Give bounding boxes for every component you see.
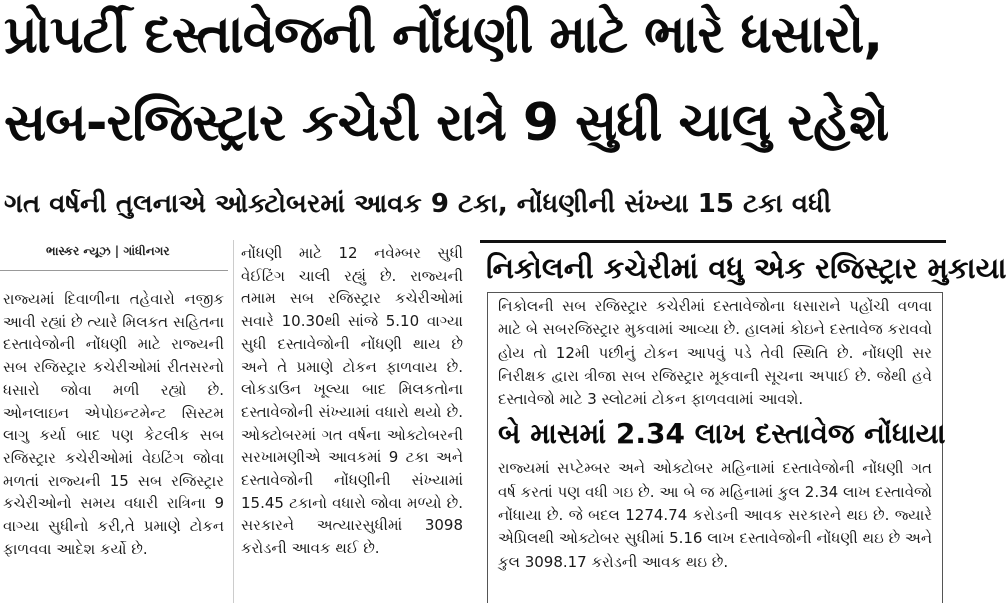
sidebar-paragraph-1: નિકોલની સબ રજિસ્ટ્રાર કચેરીમાં દસ્તાવેજોના ધસારાને પહોંચી વળવા માટે બે સબરજિસ્ટ્રાર મુકવામાં આવ્યા છે. હાલમાં કોઇને દસ્તાવેજ કરાવવો હોય તો 12મી પછીનું ટોકન આપવું પડે તેવી સ્થિતિ છે. નોંધણી સર નિરીક્ષક દ્વારા ત્રીજા સબ રજિસ્ટ્રાર મૂકવાની સૂચના અપાઈ છે. જેથી હવે દસ્તાવેજો માટે 3 સ્લોટમાં ટોકન ફાળવવામાં આવશે. <box>498 297 932 409</box>
sidebar-title: નિકોલની કચેરીમાં વધુ એક રજિસ્ટ્રાર મુકાયા <box>486 251 1007 285</box>
sidebar-subtitle: બે માસમાં 2.34 લાખ દસ્તાવેજ નોંધાયા <box>498 417 946 451</box>
headline-line-1: પ્રોપર્ટી દસ્તાવેજની નોંધણી માટે ભારે ધસારો, <box>4 5 883 65</box>
article-column-2: નોંધણી માટે 12 નવેમ્બર સુધી વેઈટિંગ ચાલી રહ્યું છે. રાજ્યની તમામ સબ રજિસ્ટ્રાર કચેરીઓમાં સવારે 10.30થી સાંજે 5.10 વાગ્યા સુધી દસ્તાવેજોની નોંધણી થાય છે અને તે પ્રમાણે ટોકન ફાળવાય છે. લોકડાઉન ખૂલ્યા બાદ મિલકતોના દસ્તાવેજોની સંખ્યામાં વધારો થયો છે. ઓક્ટોબરમાં ગત વર્ષના ઓક્ટોબરની સરખામણીએ આવકમાં 9 ટકા અને દસ્તાવેજોની નોંધણીની સંખ્યામાં 15.45 ટકાનો વધારો જોવા મળ્યો છે. સરકારને અત્યારસુધીમાં 3098 કરોડની આવક થઈ છે. <box>241 244 463 558</box>
column-divider <box>233 240 234 603</box>
sidebar-paragraph-2: રાજ્યમાં સપ્ટેમ્બર અને ઓક્ટોબર મહિનામાં દસ્તાવેજોની નોંધણી ગત વર્ષ કરતાં પણ વધી ગઇ છે. આ બે જ મહિનામાં કુલ 2.34 લાખ દસ્તાવેજો નોંધાયા છે. જે બદલ 1274.74 કરોડની આવક સરકારને થઇ છે. જ્યારે એપ્રિલથી ઓક્ટોબર સુધીમાં 5.16 લાખ દસ્તાવેજોની નોંધણી થઇ છે અને કુલ 3098.17 કરોડની આવક થઇ છે. <box>498 459 932 571</box>
headline-line-2: સબ-રજિસ્ટ્રાર કચેરી રાત્રે 9 સુધી ચાલુ રહેશે <box>4 93 889 153</box>
sidebar-top-rule <box>480 240 946 243</box>
article-column-1: રાજ્યમાં દિવાળીના તહેવારો નજીક આવી રહ્યાં છે ત્યારે મિલકત સહિતના દસ્તાવેજોની નોંધણી માટે રાજ્યની સબ રજિસ્ટ્રાર કચેરીઓમાં રીતસરનો ધસારો જોવા મળી રહ્યો છે. ઓનલાઇન એપોઇન્ટમેન્ટ સિસ્ટમ લાગુ કર્યા બાદ પણ કેટલીક સબ રજિસ્ટ્રાર કચેરીઓમાં વેઇટિંગ જોવા મળતાં રાજ્યની 15 સબ રજિસ્ટ્રાર કચેરીઓનો સમય વધારી રાત્રિના 9 વાગ્યા સુધીનો કરી,તે પ્રમાણે ટોકન ફાળવવા આદેશ કર્યો છે. <box>3 290 224 558</box>
dateline: ભાસ્કર ન્યૂઝ | ગાંધીનગર <box>46 244 170 258</box>
subheadline: ગત વર્ષની તુલનાએ ઓક્ટોબરમાં આવક 9 ટકા, નોંધણીની સંખ્યા 15 ટકા વધી <box>4 189 832 219</box>
sidebar-box <box>487 292 946 603</box>
dateline-rule <box>0 270 228 271</box>
